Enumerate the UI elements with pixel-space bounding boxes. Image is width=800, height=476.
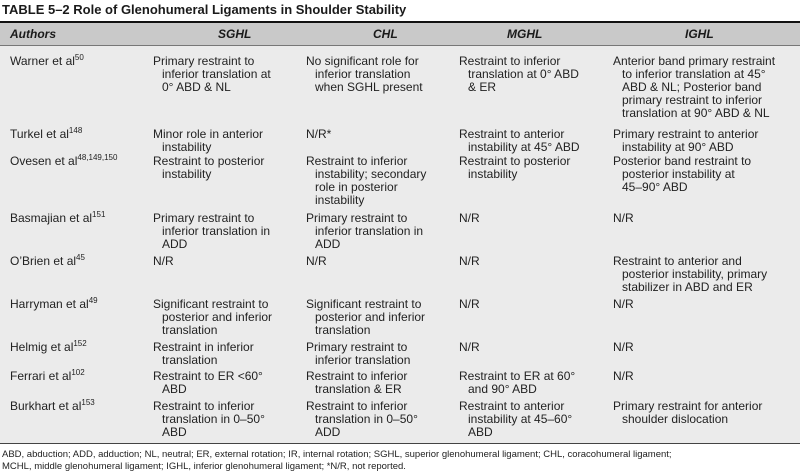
cell-line: ADD <box>162 237 188 251</box>
cell-sghl <box>153 370 263 396</box>
cell-line: when SGHL present <box>315 80 423 94</box>
cell-sghl <box>153 212 270 251</box>
cell-line: No significant role for <box>306 54 419 68</box>
cell-line: N/R <box>613 211 634 225</box>
cell-line: ABD <box>162 382 187 396</box>
author-name: Basmajian et al <box>10 211 93 225</box>
cell-line: & ER <box>468 80 497 94</box>
cell-ighl <box>613 400 762 426</box>
cell-line: ABD <box>162 425 187 439</box>
cell-mghl <box>459 255 480 268</box>
cell-line: Posterior band restraint to <box>613 154 752 168</box>
cell-chl <box>306 298 425 337</box>
cell-line: instability <box>162 140 212 154</box>
cell-chl <box>306 370 407 396</box>
cell-line: instability at 45° ABD <box>468 140 580 154</box>
cell-line: Primary restraint to <box>153 54 255 68</box>
cell-line: N/R <box>459 254 480 268</box>
cell-line: N/R <box>613 340 634 354</box>
cell-line: translation <box>162 353 218 367</box>
cell-line: ABD & NL; Posterior band <box>622 80 762 94</box>
cell-line: instability <box>315 193 365 207</box>
cell-line: Restraint to posterior <box>153 154 265 168</box>
cell-line: N/R <box>153 254 174 268</box>
cell-chl <box>306 341 410 367</box>
cell-line: Restraint to anterior <box>459 399 565 413</box>
cell-line: instability <box>162 167 212 181</box>
cell-line: stabilizer in ABD and ER <box>622 280 753 294</box>
cell-line: Restraint to anterior and <box>613 254 742 268</box>
cell-line: translation <box>315 323 371 337</box>
cell-mghl <box>459 155 570 181</box>
cell-mghl <box>459 55 579 94</box>
cell-line: translation & ER <box>315 382 402 396</box>
cell-line: ADD <box>315 425 341 439</box>
cell-line: N/R <box>613 297 634 311</box>
cell-line: posterior instability at <box>622 167 735 181</box>
header-authors: Authors <box>10 27 56 41</box>
reference-number: 153 <box>81 398 95 407</box>
author-name: Helmig et al <box>10 340 74 354</box>
cell-authors <box>10 341 87 354</box>
footnote-line: ABD, abduction; ADD, adduction; NL, neutral; ER, external rotation; IR, internal rotation; SGHL, superior glenohumeral ligament; CHL, coracohumeral ligament; <box>2 449 672 460</box>
cell-line: instability at 90° ABD <box>622 140 734 154</box>
cell-line: N/R <box>459 211 480 225</box>
cell-ighl <box>613 155 751 194</box>
cell-line: Restraint to ER <60° <box>153 369 263 383</box>
cell-line: instability; secondary <box>315 167 427 181</box>
cell-line: inferior translation in <box>162 224 271 238</box>
cell-mghl <box>459 341 480 354</box>
cell-line: inferior translation <box>315 67 411 81</box>
bottom-rule <box>0 443 800 444</box>
cell-line: Significant restraint to <box>153 297 269 311</box>
cell-line: Restraint to posterior <box>459 154 571 168</box>
author-name: Warner et al <box>10 54 75 68</box>
reference-number: 151 <box>92 210 106 219</box>
cell-line: Restraint to inferior <box>306 399 408 413</box>
author-name: Burkhart et al <box>10 399 82 413</box>
cell-line: posterior and inferior <box>315 310 426 324</box>
cell-line: ADD <box>315 237 341 251</box>
cell-mghl <box>459 128 580 154</box>
cell-ighl <box>613 212 634 225</box>
reference-number: 45 <box>76 253 85 262</box>
cell-line: translation in 0–50° <box>162 412 265 426</box>
cell-line: instability at 45–60° <box>468 412 573 426</box>
cell-sghl <box>153 55 271 94</box>
cell-line: Primary restraint to anterior <box>613 127 759 141</box>
cell-authors <box>10 400 95 413</box>
cell-ighl <box>613 255 767 294</box>
cell-line: translation <box>162 323 218 337</box>
cell-authors <box>10 255 85 268</box>
cell-line: Significant restraint to <box>306 297 422 311</box>
cell-line: Minor role in anterior <box>153 127 264 141</box>
cell-sghl <box>153 128 263 154</box>
cell-sghl <box>153 341 254 367</box>
cell-line: Primary restraint to <box>306 340 408 354</box>
cell-chl <box>306 255 327 268</box>
cell-chl <box>306 128 331 141</box>
cell-line: N/R <box>306 254 327 268</box>
cell-ighl <box>613 341 634 354</box>
cell-line: N/R <box>613 369 634 383</box>
cell-line: primary restraint to inferior <box>622 93 763 107</box>
cell-line: Restraint to ER at 60° <box>459 369 576 383</box>
cell-sghl <box>153 155 264 181</box>
cell-line: shoulder dislocation <box>622 412 729 426</box>
cell-line: and 90° ABD <box>468 382 537 396</box>
cell-line: inferior translation at <box>162 67 271 81</box>
cell-mghl <box>459 212 480 225</box>
cell-line: Restraint to inferior <box>459 54 561 68</box>
author-name: Ovesen et al <box>10 154 78 168</box>
cell-line: ABD <box>468 425 493 439</box>
cell-line: 45–90° ABD <box>622 180 688 194</box>
cell-line: inferior translation in <box>315 224 424 238</box>
reference-number: 102 <box>71 368 85 377</box>
cell-line: N/R <box>459 340 480 354</box>
cell-authors <box>10 370 85 383</box>
cell-line: N/R* <box>306 127 332 141</box>
cell-sghl <box>153 400 265 439</box>
cell-chl <box>306 55 423 94</box>
reference-number: 48,149,150 <box>77 153 118 162</box>
reference-number: 50 <box>74 53 84 62</box>
cell-mghl <box>459 400 572 439</box>
cell-line: Restraint to inferior <box>306 154 408 168</box>
reference-number: 152 <box>73 339 87 348</box>
author-name: Ferrari et al <box>10 369 72 383</box>
header-chl: CHL <box>373 27 398 41</box>
cell-mghl <box>459 298 480 311</box>
cell-sghl <box>153 255 174 268</box>
table-header <box>0 23 800 46</box>
cell-line: Restraint to anterior <box>459 127 565 141</box>
header-mghl: MGHL <box>507 27 543 41</box>
cell-line: N/R <box>459 297 480 311</box>
cell-line: to inferior translation at 45° <box>622 67 766 81</box>
reference-number: 49 <box>88 296 98 305</box>
cell-ighl <box>613 298 634 311</box>
cell-authors <box>10 128 82 141</box>
author-name: Turkel et al <box>10 127 69 141</box>
cell-line: Restraint to inferior <box>153 399 255 413</box>
header-ighl: IGHL <box>685 27 714 41</box>
cell-line: Anterior band primary restraint <box>613 54 776 68</box>
cell-authors <box>10 155 117 168</box>
cell-line: Primary restraint to <box>153 211 255 225</box>
cell-line: translation at 90° ABD & NL <box>622 106 770 120</box>
table-title: TABLE 5–2 Role of Glenohumeral Ligaments in Shoulder Stability <box>2 2 407 17</box>
cell-ighl <box>613 128 758 154</box>
reference-number: 148 <box>68 126 83 135</box>
cell-chl <box>306 155 426 207</box>
cell-line: translation at 0° ABD <box>468 67 579 81</box>
cell-line: role in posterior <box>315 180 398 194</box>
cell-line: instability <box>468 167 518 181</box>
cell-line: posterior and inferior <box>162 310 273 324</box>
author-name: O’Brien et al <box>10 254 77 268</box>
cell-line: Primary restraint for anterior <box>613 399 763 413</box>
cell-line: 0° ABD & NL <box>162 80 231 94</box>
cell-line: Restraint in inferior <box>153 340 254 354</box>
cell-ighl <box>613 370 634 383</box>
header-sghl: SGHL <box>218 27 252 41</box>
cell-line: Restraint to inferior <box>306 369 408 383</box>
cell-authors <box>10 212 105 225</box>
author-name: Harryman et al <box>10 297 89 311</box>
cell-line: translation in 0–50° <box>315 412 418 426</box>
cell-mghl <box>459 370 575 396</box>
cell-authors <box>10 55 84 68</box>
cell-line: posterior instability, primary <box>622 267 768 281</box>
table-footnote <box>2 449 798 473</box>
cell-ighl <box>613 55 775 120</box>
cell-chl <box>306 400 418 439</box>
cell-chl <box>306 212 423 251</box>
footnote-line: MCHL, middle glenohumeral ligament; IGHL, inferior glenohumeral ligament; *N/R, not reported. <box>2 461 406 472</box>
cell-line: inferior translation <box>315 353 411 367</box>
cell-authors <box>10 298 98 311</box>
cell-sghl <box>153 298 272 337</box>
cell-line: Primary restraint to <box>306 211 408 225</box>
